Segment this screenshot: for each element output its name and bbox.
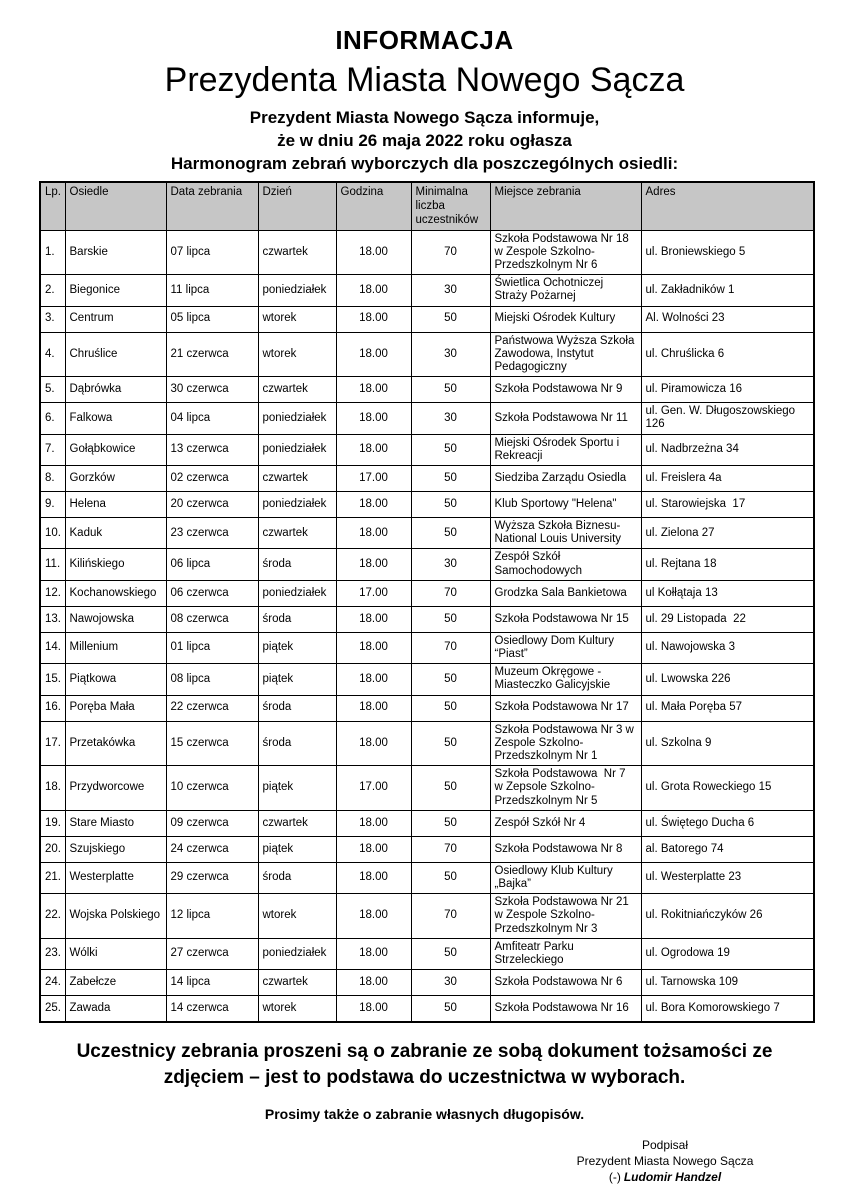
cell-data-zebrania: 23 czerwca (166, 517, 258, 548)
cell-data-zebrania: 12 lipca (166, 894, 258, 939)
column-header-miejsce-zebrania: Miejsce zebrania (490, 182, 641, 230)
cell-godzina: 18.00 (336, 549, 411, 580)
cell-osiedle: Zawada (65, 996, 166, 1022)
table-row (40, 938, 814, 969)
table-row (40, 275, 814, 306)
cell-miejsce-zebrania: Szkoła Podstawowa Nr 15 (490, 606, 641, 632)
cell-dzien: poniedziałek (258, 434, 336, 465)
cell-lp: 5. (40, 377, 65, 403)
signature-line-3 (540, 1169, 790, 1185)
cell-adres: ul. Świętego Ducha 6 (641, 810, 814, 836)
table-row (40, 434, 814, 465)
cell-godzina: 18.00 (336, 695, 411, 721)
cell-godzina: 17.00 (336, 766, 411, 811)
cell-miejsce-zebrania: Grodzka Sala Bankietowa (490, 580, 641, 606)
cell-osiedle: Szujskiego (65, 836, 166, 862)
cell-godzina: 17.00 (336, 580, 411, 606)
schedule-table-body (40, 230, 814, 1022)
cell-dzien: piątek (258, 766, 336, 811)
cell-lp: 7. (40, 434, 65, 465)
cell-lp: 17. (40, 721, 65, 766)
cell-osiedle: Wólki (65, 938, 166, 969)
table-row (40, 894, 814, 939)
cell-osiedle: Dąbrówka (65, 377, 166, 403)
cell-minimalna-liczba-uczestnikow: 50 (411, 695, 490, 721)
table-row (40, 465, 814, 491)
cell-minimalna-liczba-uczestnikow: 70 (411, 580, 490, 606)
cell-data-zebrania: 22 czerwca (166, 695, 258, 721)
cell-godzina: 18.00 (336, 403, 411, 434)
table-row (40, 580, 814, 606)
cell-lp: 4. (40, 332, 65, 377)
cell-lp: 6. (40, 403, 65, 434)
table-row (40, 664, 814, 695)
column-header-osiedle: Osiedle (65, 182, 166, 230)
cell-dzien: wtorek (258, 996, 336, 1022)
cell-miejsce-zebrania: Szkoła Podstawowa Nr 7 w Zepsole Szkolno-Przedszkolnym Nr 5 (490, 766, 641, 811)
cell-dzien: poniedziałek (258, 938, 336, 969)
signature-name: Ludomir Handzel (623, 1169, 722, 1184)
cell-adres: ul. Chruślicka 6 (641, 332, 814, 377)
cell-lp: 22. (40, 894, 65, 939)
cell-godzina: 18.00 (336, 836, 411, 862)
cell-minimalna-liczba-uczestnikow: 50 (411, 810, 490, 836)
cell-osiedle: Centrum (65, 306, 166, 332)
cell-dzien: czwartek (258, 517, 336, 548)
cell-minimalna-liczba-uczestnikow: 30 (411, 970, 490, 996)
table-row (40, 721, 814, 766)
cell-minimalna-liczba-uczestnikow: 70 (411, 632, 490, 663)
cell-osiedle: Nawojowska (65, 606, 166, 632)
table-row (40, 306, 814, 332)
cell-godzina: 18.00 (336, 275, 411, 306)
cell-data-zebrania: 02 czerwca (166, 465, 258, 491)
column-header-dzien: Dzień (258, 182, 336, 230)
cell-lp: 15. (40, 664, 65, 695)
cell-adres: ul. Westerplatte 23 (641, 862, 814, 893)
cell-miejsce-zebrania: Szkoła Podstawowa Nr 18 w Zespole Szkolno-Przedszkolnym Nr 6 (490, 230, 641, 275)
cell-lp: 3. (40, 306, 65, 332)
cell-dzien: środa (258, 695, 336, 721)
cell-lp: 18. (40, 766, 65, 811)
cell-dzien: czwartek (258, 970, 336, 996)
cell-miejsce-zebrania: Świetlica Ochotniczej Straży Pożarnej (490, 275, 641, 306)
cell-godzina: 18.00 (336, 938, 411, 969)
cell-data-zebrania: 20 czerwca (166, 491, 258, 517)
column-header-adres: Adres (641, 182, 814, 230)
cell-lp: 1. (40, 230, 65, 275)
cell-godzina: 18.00 (336, 230, 411, 275)
cell-dzien: środa (258, 549, 336, 580)
cell-adres: ul Kołłątaja 13 (641, 580, 814, 606)
cell-lp: 2. (40, 275, 65, 306)
table-row (40, 810, 814, 836)
table-row (40, 632, 814, 663)
cell-adres: ul. Zielona 27 (641, 517, 814, 548)
cell-data-zebrania: 29 czerwca (166, 862, 258, 893)
cell-data-zebrania: 08 lipca (166, 664, 258, 695)
cell-osiedle: Kaduk (65, 517, 166, 548)
cell-dzien: czwartek (258, 810, 336, 836)
cell-minimalna-liczba-uczestnikow: 50 (411, 664, 490, 695)
cell-dzien: poniedziałek (258, 491, 336, 517)
cell-minimalna-liczba-uczestnikow: 50 (411, 434, 490, 465)
cell-dzien: piątek (258, 836, 336, 862)
cell-godzina: 18.00 (336, 377, 411, 403)
cell-minimalna-liczba-uczestnikow: 50 (411, 766, 490, 811)
table-row (40, 549, 814, 580)
cell-osiedle: Wojska Polskiego (65, 894, 166, 939)
cell-adres: ul. Grota Roweckiego 15 (641, 766, 814, 811)
cell-adres: ul. Szkolna 9 (641, 721, 814, 766)
table-row (40, 517, 814, 548)
cell-dzien: czwartek (258, 465, 336, 491)
cell-osiedle: Biegonice (65, 275, 166, 306)
column-header-godzina: Godzina (336, 182, 411, 230)
cell-minimalna-liczba-uczestnikow: 50 (411, 491, 490, 517)
column-header-data-zebrania: Data zebrania (166, 182, 258, 230)
cell-godzina: 18.00 (336, 517, 411, 548)
cell-osiedle: Kochanowskiego (65, 580, 166, 606)
cell-minimalna-liczba-uczestnikow: 70 (411, 836, 490, 862)
cell-godzina: 18.00 (336, 332, 411, 377)
cell-dzien: poniedziałek (258, 403, 336, 434)
cell-data-zebrania: 06 czerwca (166, 580, 258, 606)
cell-adres: ul. Nawojowska 3 (641, 632, 814, 663)
cell-miejsce-zebrania: Osiedlowy Dom Kultury “Piast” (490, 632, 641, 663)
signature-line-2: Prezydent Miasta Nowego Sącza (576, 1153, 754, 1168)
cell-miejsce-zebrania: Państwowa Wyższa Szkoła Zawodowa, Instytut Pedagogiczny (490, 332, 641, 377)
schedule-table (39, 181, 815, 1023)
cell-data-zebrania: 21 czerwca (166, 332, 258, 377)
cell-dzien: środa (258, 862, 336, 893)
signature-prefix: (-) (608, 1169, 621, 1184)
cell-godzina: 18.00 (336, 862, 411, 893)
cell-adres: ul. Lwowska 226 (641, 664, 814, 695)
cell-godzina: 18.00 (336, 632, 411, 663)
cell-data-zebrania: 09 czerwca (166, 810, 258, 836)
cell-miejsce-zebrania: Szkoła Podstawowa Nr 21 w Zespole Szkolno-Przedszkolnym Nr 3 (490, 894, 641, 939)
cell-osiedle: Piątkowa (65, 664, 166, 695)
cell-miejsce-zebrania: Osiedlowy Klub Kultury „Bajka” (490, 862, 641, 893)
table-header-row (40, 182, 814, 230)
cell-dzien: poniedziałek (258, 580, 336, 606)
cell-minimalna-liczba-uczestnikow: 70 (411, 230, 490, 275)
cell-godzina: 18.00 (336, 996, 411, 1022)
cell-godzina: 17.00 (336, 465, 411, 491)
cell-lp: 19. (40, 810, 65, 836)
cell-adres: ul. Ogrodowa 19 (641, 938, 814, 969)
cell-miejsce-zebrania: Wyższa Szkoła Biznesu-National Louis University (490, 517, 641, 548)
cell-minimalna-liczba-uczestnikow: 50 (411, 377, 490, 403)
cell-lp: 23. (40, 938, 65, 969)
cell-lp: 21. (40, 862, 65, 893)
cell-dzien: wtorek (258, 894, 336, 939)
cell-osiedle: Helena (65, 491, 166, 517)
cell-miejsce-zebrania: Miejski Ośrodek Sportu i Rekreacji (490, 434, 641, 465)
cell-minimalna-liczba-uczestnikow: 50 (411, 306, 490, 332)
cell-lp: 9. (40, 491, 65, 517)
cell-adres: ul. Broniewskiego 5 (641, 230, 814, 275)
cell-lp: 11. (40, 549, 65, 580)
cell-minimalna-liczba-uczestnikow: 30 (411, 275, 490, 306)
column-header-lp: Lp. (40, 182, 65, 230)
cell-dzien: wtorek (258, 306, 336, 332)
cell-data-zebrania: 24 czerwca (166, 836, 258, 862)
cell-data-zebrania: 14 lipca (166, 970, 258, 996)
cell-adres: ul. Rejtana 18 (641, 549, 814, 580)
cell-minimalna-liczba-uczestnikow: 50 (411, 517, 490, 548)
cell-miejsce-zebrania: Klub Sportowy "Helena" (490, 491, 641, 517)
cell-data-zebrania: 08 czerwca (166, 606, 258, 632)
cell-lp: 16. (40, 695, 65, 721)
title-main: Prezydenta Miasta Nowego Sącza (164, 61, 685, 99)
table-row (40, 862, 814, 893)
cell-miejsce-zebrania: Zespół Szkół Samochodowych (490, 549, 641, 580)
cell-adres: ul. Nadbrzeżna 34 (641, 434, 814, 465)
table-row (40, 766, 814, 811)
cell-miejsce-zebrania: Szkoła Podstawowa Nr 8 (490, 836, 641, 862)
cell-adres: ul. Bora Komorowskiego 7 (641, 996, 814, 1022)
cell-dzien: środa (258, 721, 336, 766)
cell-dzien: poniedziałek (258, 275, 336, 306)
column-header-minimalna-liczba-uczestnikow: Minimalna liczba uczestników (411, 182, 490, 230)
table-row (40, 970, 814, 996)
cell-osiedle: Falkowa (65, 403, 166, 434)
cell-data-zebrania: 07 lipca (166, 230, 258, 275)
cell-lp: 24. (40, 970, 65, 996)
cell-data-zebrania: 10 czerwca (166, 766, 258, 811)
cell-adres: ul. Rokitniańczyków 26 (641, 894, 814, 939)
cell-dzien: piątek (258, 664, 336, 695)
cell-godzina: 18.00 (336, 721, 411, 766)
cell-minimalna-liczba-uczestnikow: 50 (411, 938, 490, 969)
footer-notice: Uczestnicy zebrania proszeni są o zabranie ze sobą dokument tożsamości ze zdjęciem – jest to podstawa do uczestnictwa w wyborach. (76, 1040, 773, 1088)
cell-data-zebrania: 15 czerwca (166, 721, 258, 766)
cell-data-zebrania: 05 lipca (166, 306, 258, 332)
cell-godzina: 18.00 (336, 434, 411, 465)
cell-miejsce-zebrania: Szkoła Podstawowa Nr 9 (490, 377, 641, 403)
document-header (0, 24, 849, 175)
cell-osiedle: Gorzków (65, 465, 166, 491)
cell-miejsce-zebrania: Szkoła Podstawowa Nr 3 w Zespole Szkolno-Przedszkolnym Nr 1 (490, 721, 641, 766)
cell-data-zebrania: 27 czerwca (166, 938, 258, 969)
cell-minimalna-liczba-uczestnikow: 30 (411, 332, 490, 377)
cell-osiedle: Millenium (65, 632, 166, 663)
cell-adres: ul. Mała Poręba 57 (641, 695, 814, 721)
footer-pens-note: Prosimy także o zabranie własnych długopisów. (264, 1105, 585, 1122)
cell-dzien: czwartek (258, 230, 336, 275)
table-row (40, 377, 814, 403)
table-row (40, 606, 814, 632)
cell-adres: ul. Tarnowska 109 (641, 970, 814, 996)
cell-minimalna-liczba-uczestnikow: 30 (411, 549, 490, 580)
cell-osiedle: Przydworcowe (65, 766, 166, 811)
cell-minimalna-liczba-uczestnikow: 30 (411, 403, 490, 434)
cell-data-zebrania: 01 lipca (166, 632, 258, 663)
cell-osiedle: Zabełcze (65, 970, 166, 996)
cell-godzina: 18.00 (336, 810, 411, 836)
cell-osiedle: Poręba Mała (65, 695, 166, 721)
cell-data-zebrania: 14 czerwca (166, 996, 258, 1022)
cell-minimalna-liczba-uczestnikow: 50 (411, 721, 490, 766)
subtitle-line-1: Prezydent Miasta Nowego Sącza informuje, (249, 108, 600, 127)
cell-adres: ul. Freislera 4a (641, 465, 814, 491)
cell-lp: 12. (40, 580, 65, 606)
cell-osiedle: Chruślice (65, 332, 166, 377)
cell-miejsce-zebrania: Miejski Ośrodek Kultury (490, 306, 641, 332)
cell-lp: 10. (40, 517, 65, 548)
cell-osiedle: Kilińskiego (65, 549, 166, 580)
cell-dzien: czwartek (258, 377, 336, 403)
table-row (40, 695, 814, 721)
cell-godzina: 18.00 (336, 491, 411, 517)
cell-miejsce-zebrania: Amfiteatr Parku Strzeleckiego (490, 938, 641, 969)
cell-miejsce-zebrania: Zespół Szkół Nr 4 (490, 810, 641, 836)
signature-line-1: Podpisał (641, 1137, 689, 1152)
cell-osiedle: Stare Miasto (65, 810, 166, 836)
cell-osiedle: Gołąbkowice (65, 434, 166, 465)
cell-godzina: 18.00 (336, 970, 411, 996)
cell-godzina: 18.00 (336, 664, 411, 695)
table-row (40, 996, 814, 1022)
cell-adres: al. Batorego 74 (641, 836, 814, 862)
cell-adres: ul. Zakładników 1 (641, 275, 814, 306)
table-row (40, 836, 814, 862)
cell-osiedle: Westerplatte (65, 862, 166, 893)
cell-dzien: piątek (258, 632, 336, 663)
cell-godzina: 18.00 (336, 606, 411, 632)
cell-lp: 25. (40, 996, 65, 1022)
signature-block (540, 1137, 790, 1185)
subtitle-line-3: Harmonogram zebrań wyborczych dla poszczególnych osiedli: (170, 154, 679, 173)
title-informacja: INFORMACJA (335, 25, 514, 55)
cell-minimalna-liczba-uczestnikow: 50 (411, 606, 490, 632)
cell-miejsce-zebrania: Szkoła Podstawowa Nr 11 (490, 403, 641, 434)
cell-minimalna-liczba-uczestnikow: 50 (411, 862, 490, 893)
cell-adres: ul. Piramowicza 16 (641, 377, 814, 403)
cell-lp: 8. (40, 465, 65, 491)
cell-adres: ul. Gen. W. Długoszowskiego 126 (641, 403, 814, 434)
table-row (40, 403, 814, 434)
cell-adres: ul. Starowiejska 17 (641, 491, 814, 517)
cell-godzina: 18.00 (336, 894, 411, 939)
cell-miejsce-zebrania: Szkoła Podstawowa Nr 16 (490, 996, 641, 1022)
cell-lp: 13. (40, 606, 65, 632)
table-row (40, 332, 814, 377)
cell-lp: 14. (40, 632, 65, 663)
cell-data-zebrania: 04 lipca (166, 403, 258, 434)
cell-data-zebrania: 06 lipca (166, 549, 258, 580)
cell-adres: Al. Wolności 23 (641, 306, 814, 332)
cell-godzina: 18.00 (336, 306, 411, 332)
cell-miejsce-zebrania: Szkoła Podstawowa Nr 17 (490, 695, 641, 721)
cell-dzien: środa (258, 606, 336, 632)
cell-dzien: wtorek (258, 332, 336, 377)
cell-minimalna-liczba-uczestnikow: 50 (411, 996, 490, 1022)
cell-data-zebrania: 30 czerwca (166, 377, 258, 403)
cell-osiedle: Przetakówka (65, 721, 166, 766)
subtitle-line-2: że w dniu 26 maja 2022 roku ogłasza (277, 131, 572, 150)
cell-data-zebrania: 13 czerwca (166, 434, 258, 465)
table-row (40, 230, 814, 275)
cell-miejsce-zebrania: Szkoła Podstawowa Nr 6 (490, 970, 641, 996)
cell-minimalna-liczba-uczestnikow: 70 (411, 894, 490, 939)
cell-minimalna-liczba-uczestnikow: 50 (411, 465, 490, 491)
cell-miejsce-zebrania: Siedziba Zarządu Osiedla (490, 465, 641, 491)
cell-adres: ul. 29 Listopada 22 (641, 606, 814, 632)
cell-miejsce-zebrania: Muzeum Okręgowe - Miasteczko Galicyjskie (490, 664, 641, 695)
cell-lp: 20. (40, 836, 65, 862)
cell-data-zebrania: 11 lipca (166, 275, 258, 306)
cell-osiedle: Barskie (65, 230, 166, 275)
table-row (40, 491, 814, 517)
